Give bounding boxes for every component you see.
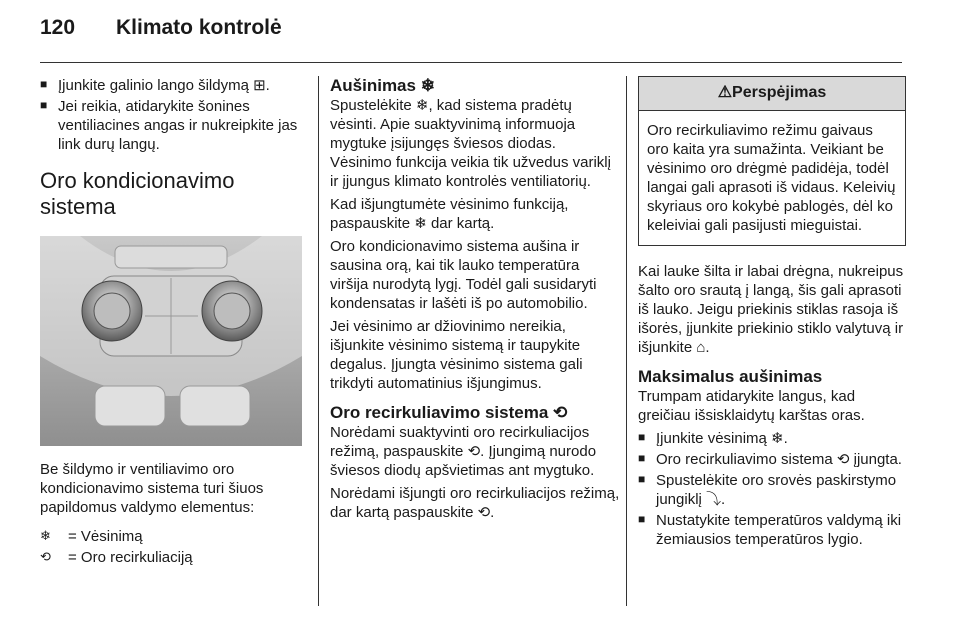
warning-text: Oro recirkuliavimo režimu gaivaus oro kaita yra sumažinta. Veikiant be vėsinimo oro drėgmė padidėja, todėl langai gali aprasoti iš vidaus. Keleivių skyriaus oro kokybė pablogės, dėl ko keleiviai gali pasijusti mieguistai. [647, 122, 896, 234]
paragraph: Kad išjungtumėte vėsinimo funkciją, paspauskite ❄ dar kartą. [330, 196, 569, 232]
paragraph: Oro kondicionavimo sistema aušina ir sausina orą, kai tik lauko temperatūra viršija nurodytą lygį. Todėl gali susidaryti kondensatas ir lašėti iš po automobilio. [330, 238, 597, 312]
list-item: ■ Spustelėkite oro srovės paskirstymo jungiklį ⤵. [638, 471, 906, 509]
paragraph: Trumpam atidarykite langus, kad greičiau išsisklaidytų karštas oras. [638, 388, 865, 424]
paragraph: Jei vėsinimo ar džiovinimo nereikia, išjunkite vėsinimo sistemą ir taupykite degalus. Įjungta vėsinimo sistema gali trikdyti automatinius išjungimus. [330, 318, 583, 392]
bullet-list [40, 76, 306, 154]
paragraph: Spustelėkite ❄, kad sistema pradėtų vėsinti. Apie suaktyvinimą informuoja mygtuke įsijungęs šviesos diodas. Vėsinimo funkcija veikia tik užvedus variklį ir įjungus klimato kontrolės ventiliatorių. [330, 97, 611, 190]
list-item: ■ Nustatykite temperatūros valdymą iki žemiausios temperatūros lygio. [638, 511, 906, 549]
section-heading-cooling: Aušinimas ❄ [330, 76, 435, 95]
paragraph: Kai lauke šilta ir labai drėgna, nukreipus šalto oro srautą į langą, šis gali aprasoti iš lauko. Jeigu priekinis stiklas rasoja iš išorės, įjunkite priekinio stiklo valytuvą ir išjunkite ⌂. [638, 263, 904, 356]
legend-row [40, 527, 306, 546]
page-title: Klimato kontrolė [116, 16, 282, 39]
section-heading: Oro kondicionavimo sistema [40, 168, 235, 219]
bullet-list [638, 429, 906, 549]
section-heading-max-cooling: Maksimalus aušinimas [638, 367, 823, 386]
legend-text: = Vėsinimą [68, 528, 143, 545]
paragraph: Norėdami išjungti oro recirkuliacijos režimą, dar kartą paspauskite ⟲. [330, 485, 620, 521]
column-1 [40, 76, 306, 569]
header-rule [40, 62, 902, 63]
column-3 [638, 76, 906, 551]
list-item: ■ Oro recirkuliavimo sistema ⟲ įjungta. [638, 450, 906, 469]
paragraph: Norėdami suaktyvinti oro recirkuliacijos režimą, paspauskite ⟲. Įjungimą nurodo šviesos diodų apšvietimas ant mygtuko. [330, 424, 597, 479]
column-2 [330, 76, 620, 526]
page-number: 120 [40, 16, 76, 39]
page-header [40, 16, 282, 40]
snowflake-icon: ❄ [40, 529, 51, 544]
section-heading-recirculation: Oro recirkuliavimo sistema ⟲ [330, 403, 568, 422]
list-item: ■ Įjunkite vėsinimą ❄. [638, 429, 906, 448]
warning-title: ⚠Perspėjimas [639, 77, 905, 111]
recirculation-icon: ⟲ [40, 550, 51, 565]
climate-panel-illustration [40, 236, 302, 446]
list-item: ■ Jei reikia, atidarykite šonines ventiliacines angas ir nukreipkite jas link durų langų. [40, 97, 306, 154]
warning-box [638, 76, 906, 246]
climate-control-photo [40, 236, 302, 446]
list-item: ■ Įjunkite galinio lango šildymą ⊞. [40, 76, 306, 95]
intro-text: Be šildymo ir ventiliavimo oro kondicionavimo sistema turi šiuos papildomus valdymo elementus: [40, 461, 264, 516]
legend-row [40, 548, 306, 567]
column-divider [318, 76, 319, 606]
legend-text: = Oro recirkuliaciją [68, 549, 193, 566]
column-divider [626, 76, 627, 606]
